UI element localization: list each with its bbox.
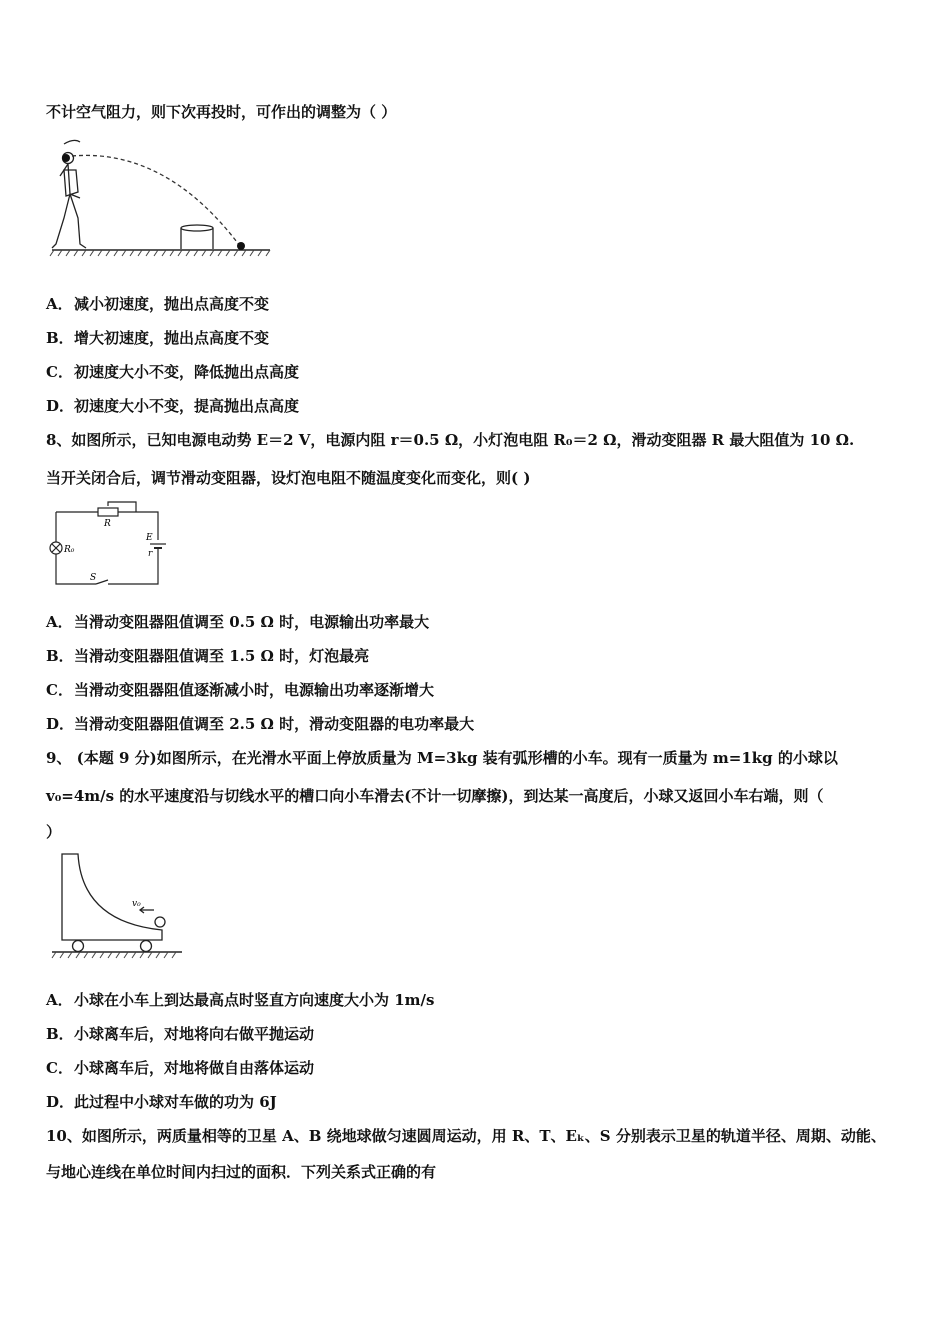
q7-option-a: A．减小初速度，抛出点高度不变 — [46, 295, 270, 313]
q8-stem-line2: 当开关闭合后，调节滑动变阻器，设灯泡电阻不随温度变化而变化，则( ) — [46, 469, 531, 487]
shot-put-figure — [46, 136, 276, 260]
q9-option-b: B．小球离车后，对地将向右做平抛运动 — [46, 1025, 315, 1043]
q9-stem-line2: v₀=4m/s 的水平速度沿与切线水平的槽口向小车滑去(不计一切摩擦)，到达某一高度后，小球又返回小车右端，则（ — [46, 787, 824, 805]
q7-option-b: B．增大初速度，抛出点高度不变 — [46, 329, 270, 347]
trajectory-curve — [72, 155, 240, 246]
label-s: S — [90, 573, 97, 583]
q8-option-a: A．当滑动变阻器阻值调至 0.5 Ω 时，电源输出功率最大 — [46, 613, 430, 631]
shot-ball-hand — [62, 154, 70, 162]
cart-diagram — [52, 852, 182, 962]
q9-option-d: D．此过程中小球对车做的功为 6J — [46, 1093, 277, 1111]
q8-stem-line1: 8、如图所示，已知电源电动势 E＝2 V，电源内阻 r＝0.5 Ω，小灯泡电阻 R₀＝2 Ω，滑动变阻器 R 最大阻值为 10 Ω. — [46, 431, 855, 449]
q10-stem-line1: 10、如图所示，两质量相等的卫星 A、B 绕地球做匀速圆周运动，用 R、T、Eₖ、S 分别表示卫星的轨道半径、周期、动能、 — [46, 1127, 886, 1145]
label-e: E — [146, 533, 153, 543]
landing-ball — [237, 242, 245, 250]
q7-option-c: C．初速度大小不变，降低抛出点高度 — [46, 363, 300, 381]
label-r0: R₀ — [64, 545, 75, 555]
q8-option-c: C．当滑动变阻器阻值逐渐减小时，电源输出功率逐渐增大 — [46, 681, 435, 699]
label-r-internal: r — [148, 549, 153, 559]
q9-stem-line1: 9、 (本题 9 分)如图所示，在光滑水平面上停放质量为 M=3kg 装有弧形槽的小车。现有一质量为 m=1kg 的小球以 — [46, 749, 838, 767]
target-bucket — [181, 225, 213, 249]
q10-stem-line2: 与地心连线在单位时间内扫过的面积．下列关系式正确的有 — [46, 1163, 437, 1181]
label-r-rheostat: R — [104, 519, 111, 529]
label-v0: v₀ — [132, 899, 141, 909]
circuit-diagram — [46, 502, 166, 592]
q9-option-a: A．小球在小车上到达最高点时竖直方向速度大小为 1m/s — [46, 991, 435, 1009]
q9-option-c: C．小球离车后，对地将做自由落体运动 — [46, 1059, 315, 1077]
q8-option-b: B．当滑动变阻器阻值调至 1.5 Ω 时，灯泡最亮 — [46, 647, 370, 665]
q9-stem-line3: ） — [46, 823, 62, 841]
q7-option-d: D．初速度大小不变，提高抛出点高度 — [46, 397, 300, 415]
q8-option-d: D．当滑动变阻器阻值调至 2.5 Ω 时，滑动变阻器的电功率最大 — [46, 715, 475, 733]
intro-text: 不计空气阻力，则下次再投时，可作出的调整为（ ） — [46, 103, 397, 121]
